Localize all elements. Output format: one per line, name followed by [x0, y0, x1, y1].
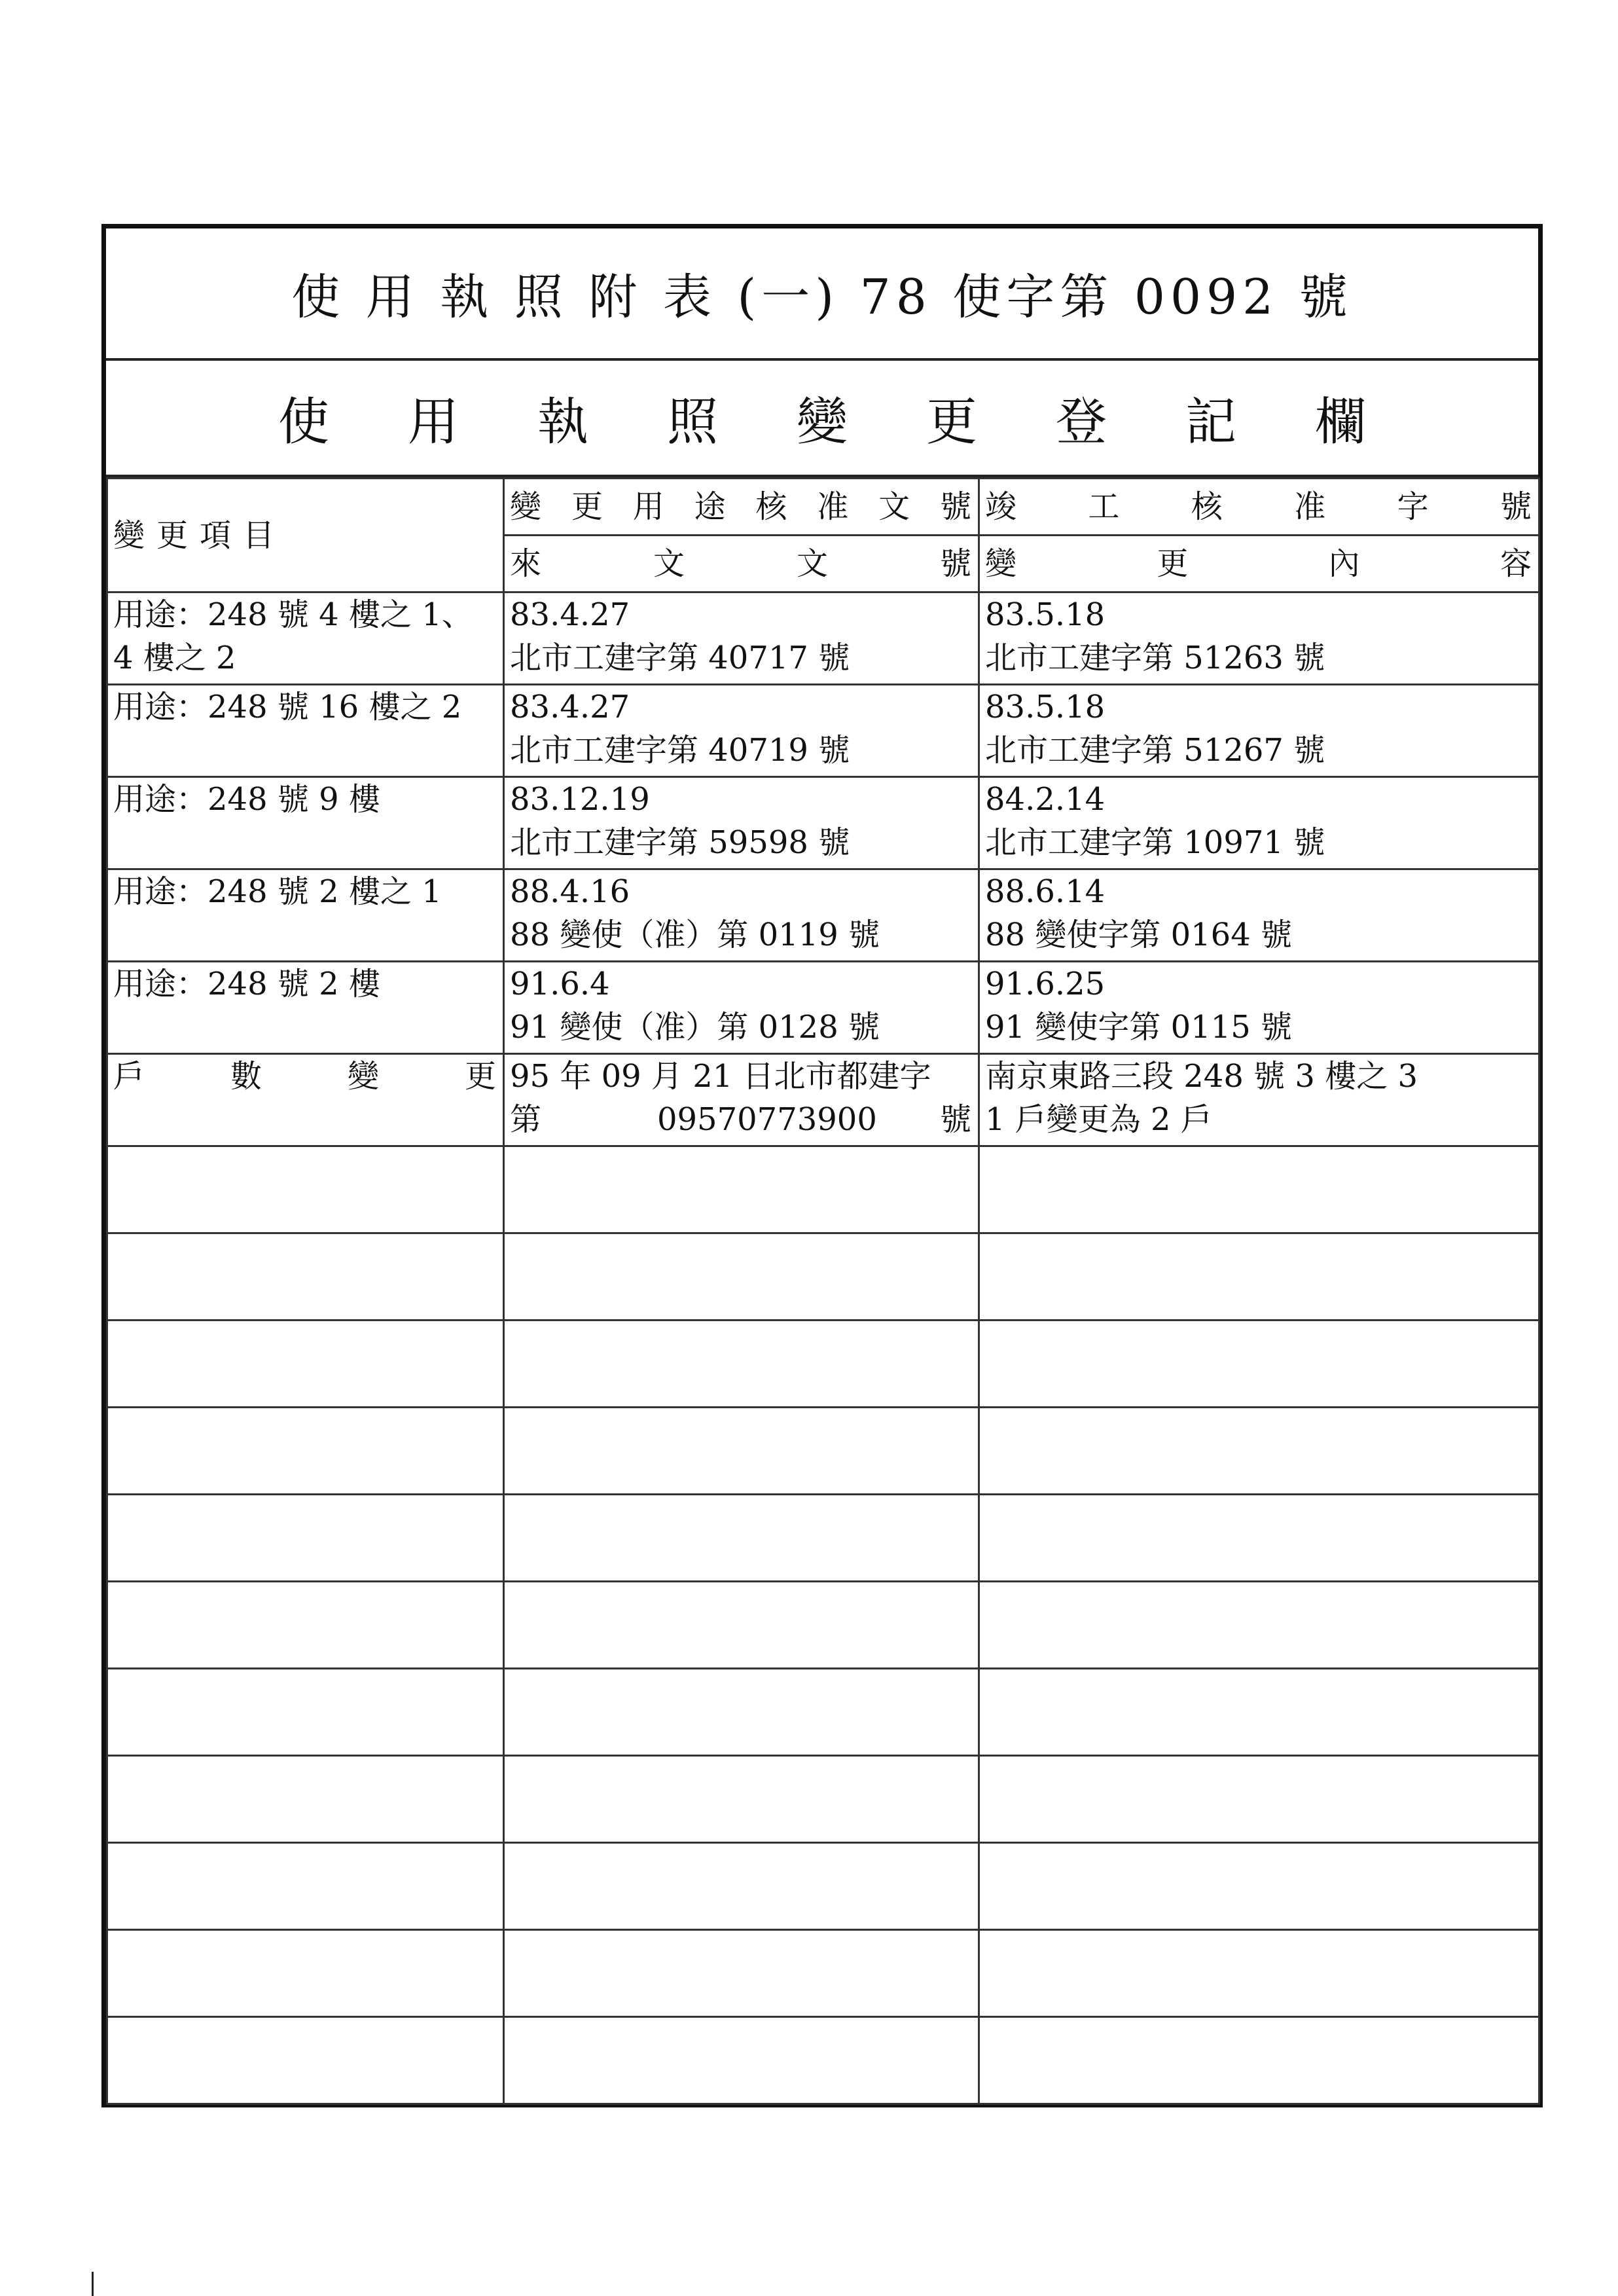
table-row [107, 777, 1539, 869]
empty-cell [979, 1233, 1539, 1321]
row-item-cell [107, 685, 504, 777]
table-row [107, 869, 1539, 962]
form-subtitle: 使用執照變更登記欄 [106, 361, 1538, 477]
empty-cell [979, 1582, 1539, 1669]
row-content-date: 88.6.14 [985, 873, 1106, 910]
row-content-number: 北市工建字第 51267 號 [985, 732, 1325, 769]
table-row [107, 592, 1539, 685]
header-change-item: 變更項目 [107, 479, 504, 592]
row-incoming-cell [504, 592, 979, 685]
header-approval-doc-no: 變更用途核准文號 [504, 479, 979, 536]
empty-cell [107, 1233, 504, 1321]
empty-row [107, 1756, 1539, 1843]
empty-cell [504, 2017, 979, 2104]
row-content-cell [979, 685, 1539, 777]
empty-cell [107, 1146, 504, 1233]
header-incoming-doc-no: 來文文號 [504, 536, 979, 592]
row-incoming-number: 北市工建字第 59598 號 [510, 824, 850, 861]
empty-cell [979, 1843, 1539, 1930]
row-incoming-cell [504, 685, 979, 777]
row-content-number: 北市工建字第 10971 號 [985, 824, 1325, 861]
empty-row [107, 1321, 1539, 1408]
row-incoming-cell [504, 869, 979, 962]
empty-row [107, 1408, 1539, 1495]
empty-cell [979, 1321, 1539, 1408]
row-content-date: 83.5.18 [985, 689, 1106, 725]
row-item-line: 用途：248 號 2 樓之 1 [113, 873, 442, 910]
empty-cell [504, 1843, 979, 1930]
row-content-date: 83.5.18 [985, 596, 1106, 633]
row-content-change: 1 戶變更為 2 戶 [985, 1101, 1212, 1138]
empty-cell [107, 1843, 504, 1930]
empty-cell [979, 1930, 1539, 2017]
row-incoming-number: 88 變使（准）第 0119 號 [510, 917, 880, 953]
row-item-line: 用途：248 號 4 樓之 1、 [113, 596, 473, 633]
row-incoming-date: 83.4.27 [510, 689, 630, 725]
empty-row [107, 1930, 1539, 2017]
form-title: 使 用 執 照 附 表 (一) 78 使字第 0092 號 [106, 228, 1538, 361]
row-incoming-number: 91 變使（准）第 0128 號 [510, 1009, 880, 1046]
empty-cell [107, 1408, 504, 1495]
row-incoming-date: 95 年 09 月 21 日北市都建字 [510, 1058, 931, 1095]
empty-cell [107, 1756, 504, 1843]
empty-cell [979, 1408, 1539, 1495]
header-completion-no: 竣工核准字號 [979, 479, 1539, 536]
row-incoming-number: 北市工建字第 40719 號 [510, 732, 850, 769]
row-item-cell [107, 869, 504, 962]
row-content-number: 北市工建字第 51263 號 [985, 640, 1325, 676]
empty-cell [107, 1495, 504, 1582]
usage-license-appendix-form [101, 224, 1543, 2107]
empty-cell [107, 1669, 504, 1756]
empty-cell [504, 1321, 979, 1408]
empty-cell [979, 1495, 1539, 1582]
empty-cell [504, 1930, 979, 2017]
row-incoming-date: 83.12.19 [510, 781, 650, 818]
row-item-line: 4 樓之 2 [113, 640, 236, 676]
empty-cell [107, 1930, 504, 2017]
empty-cell [979, 2017, 1539, 2104]
row-incoming-date: 91.6.4 [510, 966, 610, 1002]
row-content-number: 88 變使字第 0164 號 [985, 917, 1293, 953]
row-incoming-cell [504, 1054, 979, 1146]
row-item-cell [107, 592, 504, 685]
row-content-number: 91 變使字第 0115 號 [985, 1009, 1293, 1046]
empty-row [107, 1146, 1539, 1233]
empty-cell [504, 1408, 979, 1495]
empty-cell [504, 1669, 979, 1756]
header-change-content: 變更內容 [979, 536, 1539, 592]
change-registration-table [106, 477, 1540, 2105]
row-content-cell [979, 777, 1539, 869]
row-content-cell [979, 869, 1539, 962]
row-content-date: 84.2.14 [985, 781, 1106, 818]
empty-cell [979, 1669, 1539, 1756]
empty-cell [504, 1495, 979, 1582]
row-content-cell [979, 592, 1539, 685]
row-content-cell [979, 1054, 1539, 1146]
empty-row [107, 1233, 1539, 1321]
row-item-line: 用途：248 號 16 樓之 2 [113, 689, 462, 725]
empty-row [107, 1669, 1539, 1756]
empty-cell [979, 1756, 1539, 1843]
empty-cell [504, 1582, 979, 1669]
empty-row [107, 1582, 1539, 1669]
empty-cell [107, 2017, 504, 2104]
row-incoming-cell [504, 777, 979, 869]
row-content-address: 南京東路三段 248 號 3 樓之 3 [985, 1058, 1418, 1095]
row-item-cell [107, 1054, 504, 1146]
empty-cell [979, 1146, 1539, 1233]
row-content-cell [979, 962, 1539, 1054]
row-incoming-number: 第 09570773900 號 [510, 1101, 971, 1138]
row-item-cell [107, 962, 504, 1054]
empty-row [107, 1495, 1539, 1582]
empty-cell [504, 1756, 979, 1843]
row-item-line: 用途：248 號 2 樓 [113, 966, 380, 1002]
row-item-line: 戶數變更 [113, 1058, 496, 1095]
table-row [107, 685, 1539, 777]
empty-cell [107, 1582, 504, 1669]
row-item-line: 用途：248 號 9 樓 [113, 781, 380, 818]
empty-cell [107, 1321, 504, 1408]
row-content-date: 91.6.25 [985, 966, 1106, 1002]
row-incoming-date: 88.4.16 [510, 873, 630, 910]
table-row [107, 962, 1539, 1054]
row-incoming-number: 北市工建字第 40717 號 [510, 640, 850, 676]
empty-row [107, 1843, 1539, 1930]
row-item-cell [107, 777, 504, 869]
table-row [107, 1054, 1539, 1146]
empty-row [107, 2017, 1539, 2104]
row-incoming-date: 83.4.27 [510, 596, 630, 633]
scan-edge-mark [92, 2272, 94, 2296]
empty-cell [504, 1146, 979, 1233]
row-incoming-cell [504, 962, 979, 1054]
empty-cell [504, 1233, 979, 1321]
